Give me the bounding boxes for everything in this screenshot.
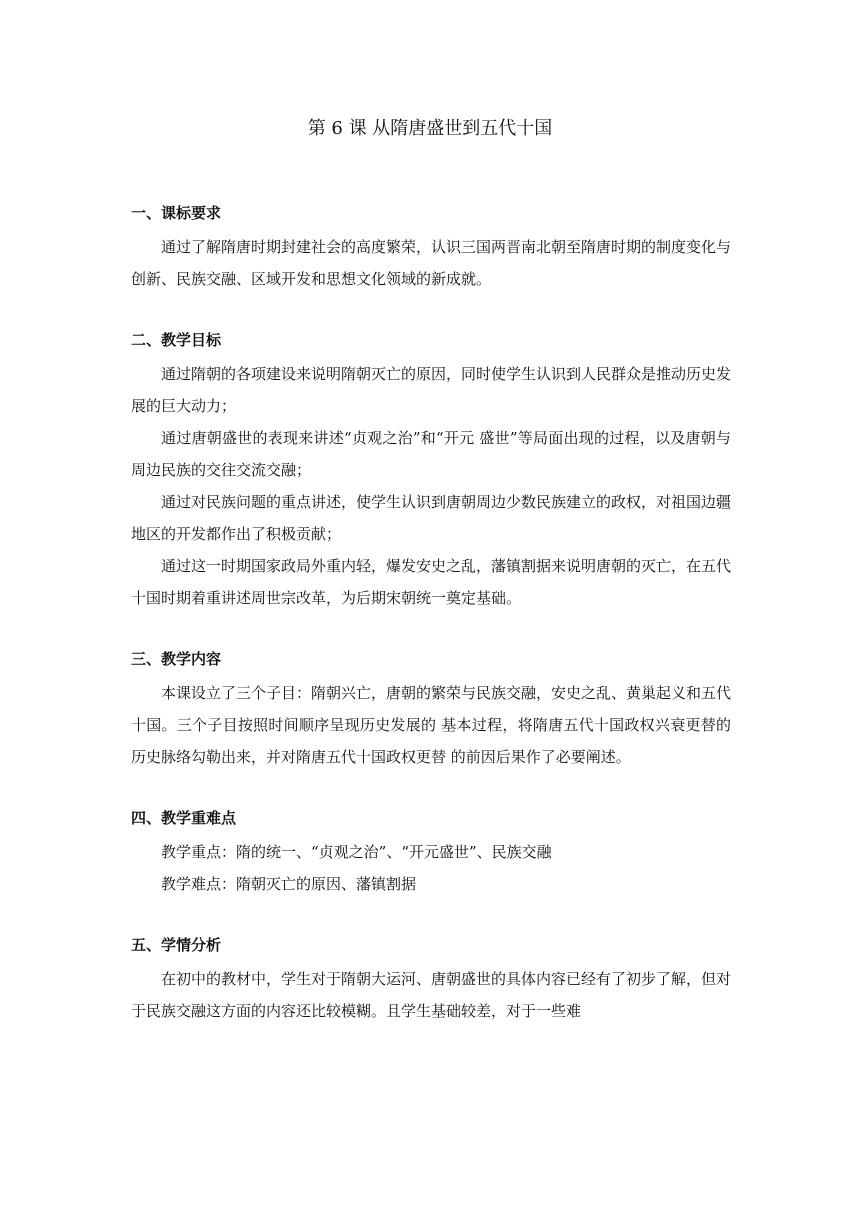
paragraph: 通过唐朝盛世的表现来讲述“贞观之治”和“开元 盛世”等局面出现的过程，以及唐朝与周边民族的交往交流交融；: [131, 429, 731, 479]
paragraph: 本课设立了三个子目：隋朝兴亡，唐朝的繁荣与民族交融，安史之乱、黄巢起义和五代十国。三个子目按照时间顺序呈现历史发展的 基本过程，将隋唐五代十国政权兴衰更替的历史脉络勾勒出来，并对隋唐五代十国政权更替 的前因后果作了必要阐述。: [131, 684, 732, 766]
section-student-analysis: [131, 935, 731, 1027]
key-point: 教学重点：隋的统一、“贞观之治”、“开元盛世”、民族交融: [161, 843, 552, 861]
paragraph: 通过了解隋唐时期封建社会的高度繁荣，认识三国两晋南北朝至隋唐时期的制度变化与创新、民族交融、区域开发和思想文化领域的新成就。: [131, 238, 732, 288]
section-heading: 二、教学目标: [131, 331, 222, 349]
page-title: 第 6 课 从隋唐盛世到五代十国: [307, 118, 553, 139]
paragraph: 通过隋朝的各项建设来说明隋朝灭亡的原因，同时使学生认识到人民群众是推动历史发展的巨大动力；: [131, 365, 732, 415]
section-heading: 五、学情分析: [131, 936, 222, 954]
section-curriculum-standards: [131, 203, 731, 295]
section-key-difficult-points: [131, 808, 731, 900]
section-teaching-objectives: [131, 330, 731, 614]
section-heading: 三、教学内容: [131, 650, 222, 668]
paragraph: 在初中的教材中，学生对于隋朝大运河、唐朝盛世的具体内容已经有了初步了解，但对于民族交融这方面的内容还比较模糊。且学生基础较差，对于一些难: [131, 970, 732, 1020]
section-heading: 四、教学重难点: [131, 809, 237, 827]
paragraph: 通过对民族问题的重点讲述，使学生认识到唐朝周边少数民族建立的政权，对祖国边疆地区的开发都作出了积极贡献；: [131, 493, 732, 543]
section-heading: 一、课标要求: [131, 204, 222, 222]
difficult-point: 教学难点：隋朝灭亡的原因、藩镇割据: [161, 875, 417, 893]
section-teaching-content: [131, 649, 731, 773]
document-body: [131, 203, 731, 1062]
paragraph: 通过这一时期国家政局外重内轻，爆发安史之乱，藩镇割据来说明唐朝的灭亡，在五代十国时期着重讲述周世宗改革，为后期宋朝统一奠定基础。: [131, 557, 732, 607]
